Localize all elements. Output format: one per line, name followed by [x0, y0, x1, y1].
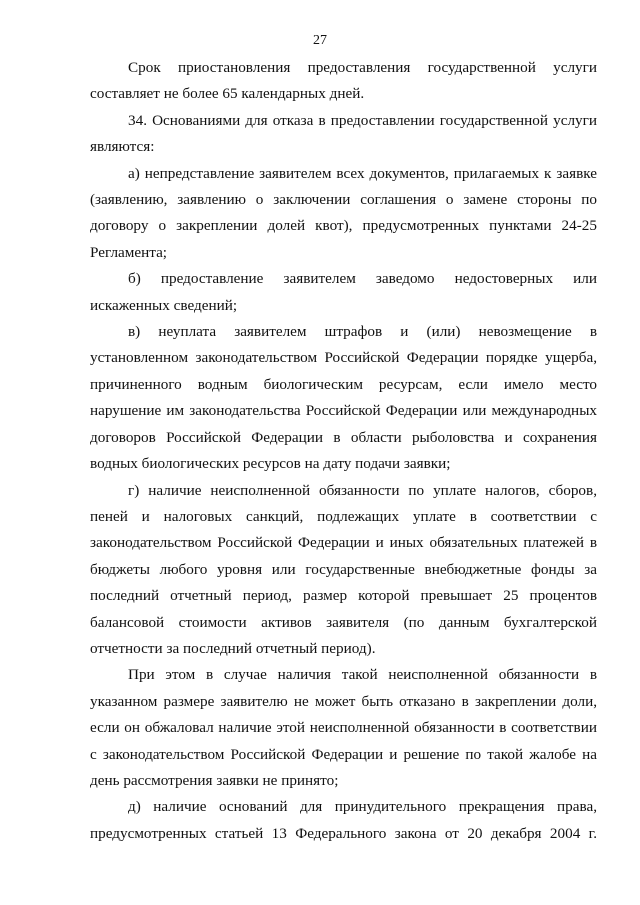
paragraph-item-g: г) наличие неисполненной обязанности по уплате налогов, сборов, пеней и налоговых санкций, подлежащих уплате в соответствии с законодательством Российской Федерации и иных обязательных платежей в бюджеты любого уровня или государственные внебюджетные фонды за последний отчетный период, размер которой превышает 25 процентов балансовой стоимости активов заявителя (по данным бухгалтерской отчетности за последний отчетный период). — [90, 481, 597, 657]
page-number: 27 — [313, 33, 327, 48]
paragraph-34-refusal-grounds: 34. Основаниями для отказа в предоставлении государственной услуги являются: — [90, 111, 597, 156]
paragraph-appeal-exception: При этом в случае наличия такой неисполненной обязанности в указанном размере заявителю не может быть отказано в закреплении доли, если он обжаловал наличие этой неисполненной обязанности в соответствии с законодательством Российской Федерации и решение по такой жалобе на день рассмотрения заявки не принято; — [90, 666, 597, 789]
paragraph-item-v: в) неуплата заявителем штрафов и (или) невозмещение в установленном законодательством Российской Федерации порядке ущерба, причиненного водным биологическим ресурсам, если имело место нарушение им законодательства Российской Федерации или международных договоров Российской Федерации в области рыболовства и сохранения водных биологических ресурсов на дату подачи заявки; — [90, 323, 597, 473]
paragraph-item-d: д) наличие оснований для принудительного прекращения права, предусмотренных статьей 13 Федерального закона от 20 декабря 2004 г. — [90, 798, 597, 842]
paragraph-suspension-term: Срок приостановления предоставления государственной услуги составляет не более 65 календарных дней. — [90, 59, 597, 103]
document-body — [90, 55, 597, 847]
paragraph-item-a: а) непредставление заявителем всех документов, прилагаемых к заявке (заявлению, заявлению о заключении соглашения о замене стороны по договору о закреплении долей квот), предусмотренных пунктами 24-25 Регламента; — [90, 164, 597, 261]
paragraph-item-b: б) предоставление заявителем заведомо недостоверных или искаженных сведений; — [90, 270, 597, 314]
